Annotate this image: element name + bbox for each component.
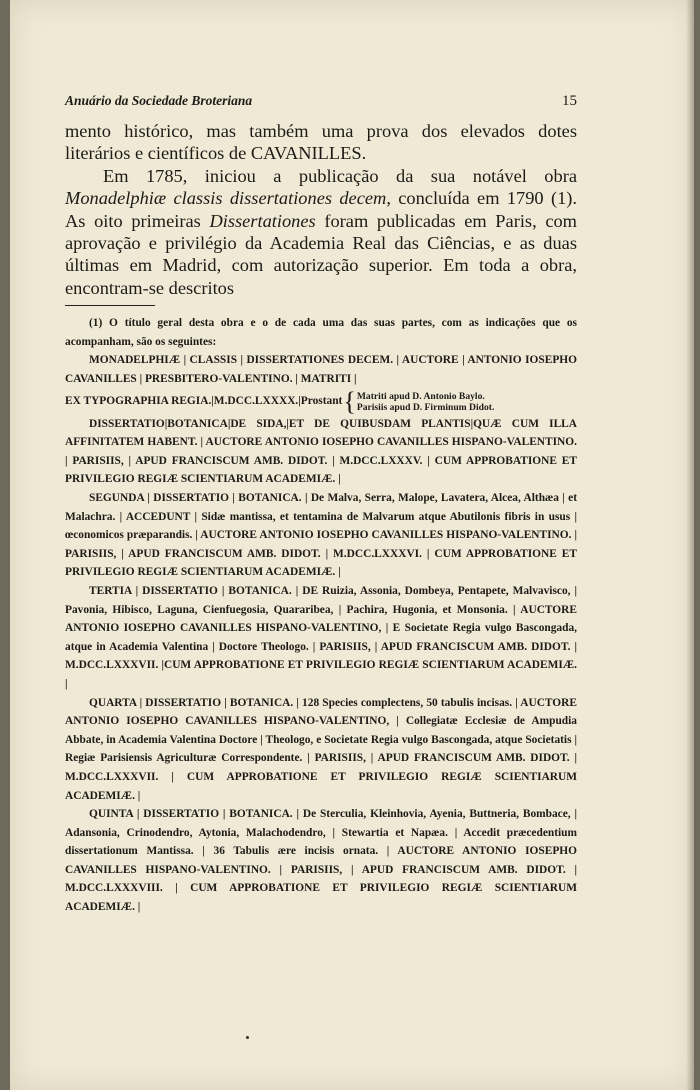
footnote-rule <box>65 305 155 306</box>
page-number: 15 <box>562 93 577 109</box>
paragraph-1: mento histórico, mas também uma prova dos elevados dotes literários e científicos de CAVANILLES. <box>65 121 577 164</box>
footnote-dissertatio-3: TERTIA | DISSERTATIO | BOTANICA. | DE Ruizia, Assonia, Dombeya, Pentapete, Malvavisco, | Pavonia, Hibisco, Laguna, Cienfuegosia, Quararibea, | Pachira, Hugonia, et Monsonia. | AUCTORE ANTONIO IOSEPHO CAVANILLES HISPANO-VALENTINO, | E Societate Regia vulgo Bascongada, atque in Academia Valentina | Doctore Theologo. | PARISIIS, | APUD FRANCISCUM AMB. DIDOT. | M.DCC.LXXXVII. |CUM APPROBATIONE ET PRIVILEGIO REGIÆ SCIENTIARUM ACADEMIÆ. | <box>65 584 577 690</box>
imprint-place-1: Matriti apud D. Antonio Baylo. <box>356 390 485 402</box>
paragraph-2-text-b: , concluída em 1790 (1). As oito primeiras <box>65 188 577 231</box>
running-title: Anuário da Sociedade Broteriana <box>65 93 253 108</box>
footnote-dissertatio-2: SEGUNDA | DISSERTATIO | BOTANICA. | De Malva, Serra, Malope, Lavatera, Alcea, Althæa | et Malachra. | ACCEDUNT | Sidæ mantissa, et tentamina de Malvarum atque Abutilonis fibris in usus | œconomicos præparandis. | AUCTORE ANTONIO IOSEPHO CAVANILLES HISPANO-VALENTINO. | PARISIIS, | APUD FRANCISCUM AMB. DIDOT. | M.DCC.LXXXVI. | CUM APPROBATIONE ET PRIVILEGIO REGIÆ SCIENTIARUM ACADEMIÆ. | <box>65 492 577 579</box>
brace-glyph: { <box>343 386 356 416</box>
work-title-italic: Monadelphiæ classis dissertationes decem <box>65 188 387 209</box>
footnote-dissertatio-4: QUARTA | DISSERTATIO | BOTANICA. | 128 Species complectens, 50 tabulis incisas. | AUCTORE ANTONIO IOSEPHO CAVANILLES HISPANO-VALENTINO, | Collegiatæ Ecclesiæ de Ampudia Abbate, in Academia Valentina Doctore | Theologo, e Societate Regia vulgo Bascongada, atque Societatis | Regiæ Parisiensis Agriculturæ Correspondente. | PARISIIS, | APUD FRANCISCUM AMB. DIDOT. | M.DCC.LXXXVII. | CUM APPROBATIONE ET PRIVILEGIO REGIÆ SCIENTIARUM ACADEMIÆ. | <box>65 696 577 802</box>
ink-speck <box>246 1036 249 1039</box>
footnote-intro: (1) O título geral desta obra e o de cada uma das suas partes, com as indicações que os acompanham, são os seguintes: <box>65 317 577 348</box>
footnote-dissertatio-5: QUINTA | DISSERTATIO | BOTANICA. | De Sterculia, Kleinhovia, Ayenia, Buttneria, Bombace, | Adansonia, Crinodendro, Aytonia, Malachodendro, | Stewartia et Napæa. | Accedit præcedentium dissertationum Mantissa. | 36 Tabulis ære incisis ornata. | AUCTORE ANTONIO IOSEPHO CAVANILLES HISPANO-VALENTINO. | PARISIIS, | APUD FRANCISCUM AMB. DIDOT. | M.DCC.LXXXVIII. | CUM APPROBATIONE ET PRIVILEGIO REGIÆ SCIENTIARUM ACADEMIÆ. | <box>65 808 577 914</box>
dissertationes-italic: Dissertationes <box>209 210 316 231</box>
book-page <box>10 0 694 1090</box>
imprint-place-2: Parisiis apud D. Firminum Didot. <box>356 401 495 413</box>
paragraph-2-text-c: foram publicadas em Paris, com aprovação e privilégio da Academia Real das Ciências, e as duas últimas em Madrid, com autorização superior. Em toda a obra, encontram-se descritos <box>65 210 577 298</box>
footnote-imprint <box>65 386 577 416</box>
footnote-general-title: MONADELPHIÆ | CLASSIS | DISSERTATIONES DECEM. | AUCTORE | ANTONIO IOSEPHO CAVANILLES | PRESBITERO-VALENTINO. | MATRITI | <box>65 354 577 386</box>
paragraph-2-text-a: Em 1785, iniciou a publicação da sua notável obra <box>103 165 577 186</box>
footnote-dissertatio-1: DISSERTATIO|BOTANICA|DE SIDA,|ET DE QUIBUSDAM PLANTIS|QUÆ CUM ILLA AFFINITATEM HABENT. | AUCTORE ANTONIO IOSEPHO CAVANILLES HISPANO-VALENTINO. | PARISIIS, | APUD FRANCISCUM AMB. DIDOT. | M.DCC.LXXXV. | CUM APPROBATIONE ET PRIVILEGIO REGIÆ SCIENTIARUM ACADEMIÆ. | <box>65 417 577 486</box>
running-header <box>65 93 577 110</box>
imprint-places <box>357 391 495 413</box>
page-content <box>65 93 577 917</box>
main-text <box>65 120 577 299</box>
paragraph-2 <box>65 165 577 299</box>
imprint-lead: EX TYPOGRAPHIA REGIA.|M.DCC.LXXXX.|Prostant <box>65 395 343 408</box>
footnote <box>65 314 577 916</box>
